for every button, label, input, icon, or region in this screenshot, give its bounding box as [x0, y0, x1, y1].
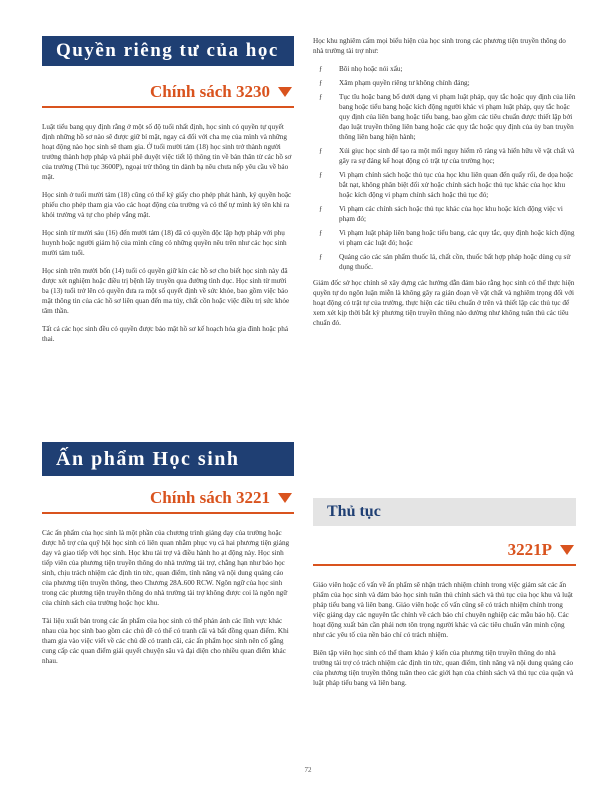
bullet-icon: ƒ — [319, 171, 323, 179]
procedure-heading — [313, 540, 576, 560]
procedure-section — [313, 498, 576, 696]
privacy-policy-number: Chính sách 3230 — [150, 82, 270, 101]
list-item: ƒ Quảng cáo các sản phẩm thuốc lá, chất cồn, thuốc bất hợp pháp hoặc dùng cụ sử dụng thuốc. — [319, 253, 571, 271]
bullet-icon: ƒ — [319, 65, 323, 73]
list-item: ƒ Xâm phạm quyền riêng tư không chính đáng; — [319, 79, 470, 87]
procedure-paragraph-1: Giáo viên hoặc cố vấn về ấn phẩm sẽ nhận trách nhiệm chính trong việc giám sát các ấn phẩm của học sinh và đảm bảo học sinh tuân thủ chính sách và thủ tục của học khu và luật pháp tiểu bang và liên bang. Giáo viên hoặc cố vấn cũng sẽ có trách nhiệm chính trong việc giảng dạy các nguyên tắc chính về cách báo chí chuyên nghiệp các mẫu báo hộ. Các hoạt động xuất bản cần phải nơn tôn trọng người khác và các tiêu chuẩn văn minh cộng như các yêu tố của nền báo chí có trách nhiệm. — [313, 581, 573, 639]
bullet-icon: ƒ — [319, 229, 323, 237]
procedure-body — [313, 580, 576, 688]
list-item: ƒ Xúi giục học sinh để tạo ra một mối nguy hiểm rõ ràng và hiển hữu về vật chất và gây ra sự đáng kể hoạt động có trật tự của trường học; — [319, 147, 575, 165]
closing-paragraph: Giám đốc sở học chính sẽ xây dựng các hướng dẫn đảm bảo rằng học sinh có thể thực hiện quyền tự do ngôn luận miễn là không gây ra gián đoạn về vật chất và nghiêm trọng đối với hoạt động có trật tự của trường, thực hiện các tiêu chuẩn ở trên và thiết lập các thủ tục để xem xét kịp thời bắt kỳ phương tiện truyền thông nào dường như không tuân thủ các tiêu chuẩn đó. — [313, 279, 575, 327]
right-column — [313, 0, 576, 687]
page-number: 72 — [304, 766, 312, 774]
procedure-banner — [313, 498, 576, 526]
procedure-code: 3221P — [507, 540, 552, 559]
bullet-icon: ƒ — [319, 79, 323, 87]
triangle-down-icon — [278, 87, 292, 97]
publications-banner — [42, 442, 294, 476]
list-item: ƒ Bôi nhọ hoặc nói xấu; — [319, 65, 403, 73]
privacy-body — [42, 122, 294, 344]
privacy-paragraph-5: Tất cả các học sinh đều có quyền được bảo mật hồ sơ kế hoạch hóa gia đình hoặc phá thai. — [42, 325, 289, 343]
publications-title: Ấn phẩm Học sinh — [56, 448, 240, 470]
privacy-title: Quyền riêng tư của học sinh — [56, 40, 279, 91]
triangle-down-icon — [278, 493, 292, 503]
bullet-icon: ƒ — [319, 147, 323, 155]
orange-rule — [313, 564, 576, 566]
publications-section — [42, 488, 294, 674]
publications-policy-number: Chính sách 3221 — [150, 488, 270, 507]
list-item: ƒ Vi phạm chính sách hoặc thủ tục của học khu liên quan đến quấy rối, đe dọa hoặc bắt nạt, không phân biệt đối xử hoặc chính sách hoặc thủ tục khác của học khu hoặc kích động vi phạm chính sách hoặc thủ tục đó; — [319, 171, 574, 199]
publications-body — [42, 528, 294, 666]
bullet-icon: ƒ — [319, 205, 323, 213]
triangle-down-icon — [560, 545, 574, 555]
list-item: ƒ Vi phạm luật pháp liên bang hoặc tiểu bang, các quy tắc, quy định hoặc kích động vi phạm các luật đó; hoặc — [319, 229, 575, 247]
procedure-title: Thủ tục — [327, 503, 381, 520]
bullet-icon: ƒ — [319, 253, 323, 261]
privacy-paragraph-2: Học sinh ở tuổi mười tám (18) cũng có thể ký giấy cho phép phát hành, ký quyền hoặc phiếu cho phép tham gia vào các hoạt động của trường và có thể tự mình ký tên khi ra khỏi trường và tự cho phép vắng mặt. — [42, 191, 292, 219]
procedure-paragraph-2: Biên tập viên học sinh có thể tham khảo ý kiến của phương tiện truyền thông do nhà trường tài trợ có trách nhiệm các định tin tức, quan điểm, tính năng và nội dung quảng cáo của phương tiện truyền thông tuân theo các giới hạn của chính sách và thủ tục của quận và luật pháp tiểu bang và liên bang. — [313, 649, 574, 687]
publications-paragraph-1: Các ấn phẩm của học sinh là một phần của chương trình giảng dạy của trường hoặc được hỗ trợ của quỹ hội học sinh có liên quan nhằm phục vụ cả hai phương tiện giảng dạy và giao tiếp với học sinh. Học khu tài trợ và điều hành ho ạt động này. Học sinh tiếp viên của phương tiện truyền thông do nhà trường tài trợ, chẳng hạn như báo học sinh, chịu trách nhiệm các định tin tức, quan điểm, tính năng và nội dung quảng cáo của phương tiện truyền thông, theo Chương 28A.600 RCW. Ngôn ngữ của học sinh trong các phương tiện truyền thông do nhà trường tài trợ không được coi là ngôn ngữ của chính sách của trường hoặc học khu. — [42, 529, 290, 607]
left-column — [42, 0, 294, 665]
privacy-paragraph-1: Luật tiểu bang quy định rằng ở một số độ tuổi nhất định, học sinh có quyền tự quyết định những hồ sơ nào sẽ được giữ bí mật, ngay cả đối với cha mẹ của mình và những hoạt động nào học sinh sẽ tham gia. Ở tuổi mười tám (18) học sinh trở thành người trưởng thành hợp pháp và phải phê duyệt việc tiết lộ thông tin về bản thân từ các hồ sơ của trường (Thủ tục 3600P), ngoại trừ thông tin dành bạ nêu chưa nếp yêu cầu về bảo mật. — [42, 123, 292, 181]
orange-rule — [42, 106, 294, 108]
publications-paragraph-2: Tài liệu xuất bản trong các ấn phẩm của học sinh có thể phản ánh các lĩnh vực khác nhau của học sinh bao gồm các chủ đề có thể có tranh cãi và bất đồng quan điểm. Khi tham gia vào việc viết về các chủ đề có tranh cãi, các ấn phẩm học sinh nên cố gắng cung cấp các quan điểm giải quyết chuyện sâu và đại diện cho nhiều quan điểm khác nhau. — [42, 617, 289, 665]
bullet-icon: ƒ — [319, 93, 323, 101]
prohibition-intro: Học khu nghiêm cấm mọi biểu hiện của học sinh trong các phương tiện truyền thông do nhà trường tài trợ như: — [313, 37, 566, 55]
orange-rule — [42, 512, 294, 514]
publications-policy-heading — [42, 488, 294, 508]
privacy-banner — [42, 36, 294, 91]
privacy-paragraph-3: Học sinh từ mười sáu (16) đến mười tám (18) đã có quyền độc lập hợp pháp với phụ huynh hoặc người giám hộ của mình cũng có những quyền nêu trên như các học sinh mười tám tuổi. — [42, 229, 287, 257]
prohibition-list — [317, 64, 576, 272]
list-item: ƒ Vi phạm các chính sách hoặc thủ tục khác của học khu hoặc kích động việc vi phạm đó; — [319, 205, 563, 223]
list-item: ƒ Tục tĩu hoặc bang bổ dưới dạng vi phạm luật pháp, quy tắc hoặc quy định của liên bang hoặc tiểu bang hoặc kích động người khác vi phạm luật pháp, quy tắc hoặc quy định của liên bang hoặc tiểu bang, bao gồm các tiêu chuẩn được thiết lập bởi đạo luật truyền thông liên bang hoặc các quy tắc hoặc quy định của ủy ban truyền thông liên bang hiện hành; — [319, 93, 576, 141]
privacy-paragraph-4: Học sinh trên mười bốn (14) tuổi có quyền giữ kín các hồ sơ cho biết học sinh này đã được xét nghiệm hoặc điều trị bệnh lây truyền qua đường tình dục. Học sinh từ mười ba (13) tuổi trở lên có quyền đưa ra một số quyết định về sức khỏe, bao gồm việc bảo mật thông tin của các hồ sơ liên quan đến ma túy, chất cồn hoặc việc điều trị sức khỏe tâm thần. — [42, 267, 290, 315]
